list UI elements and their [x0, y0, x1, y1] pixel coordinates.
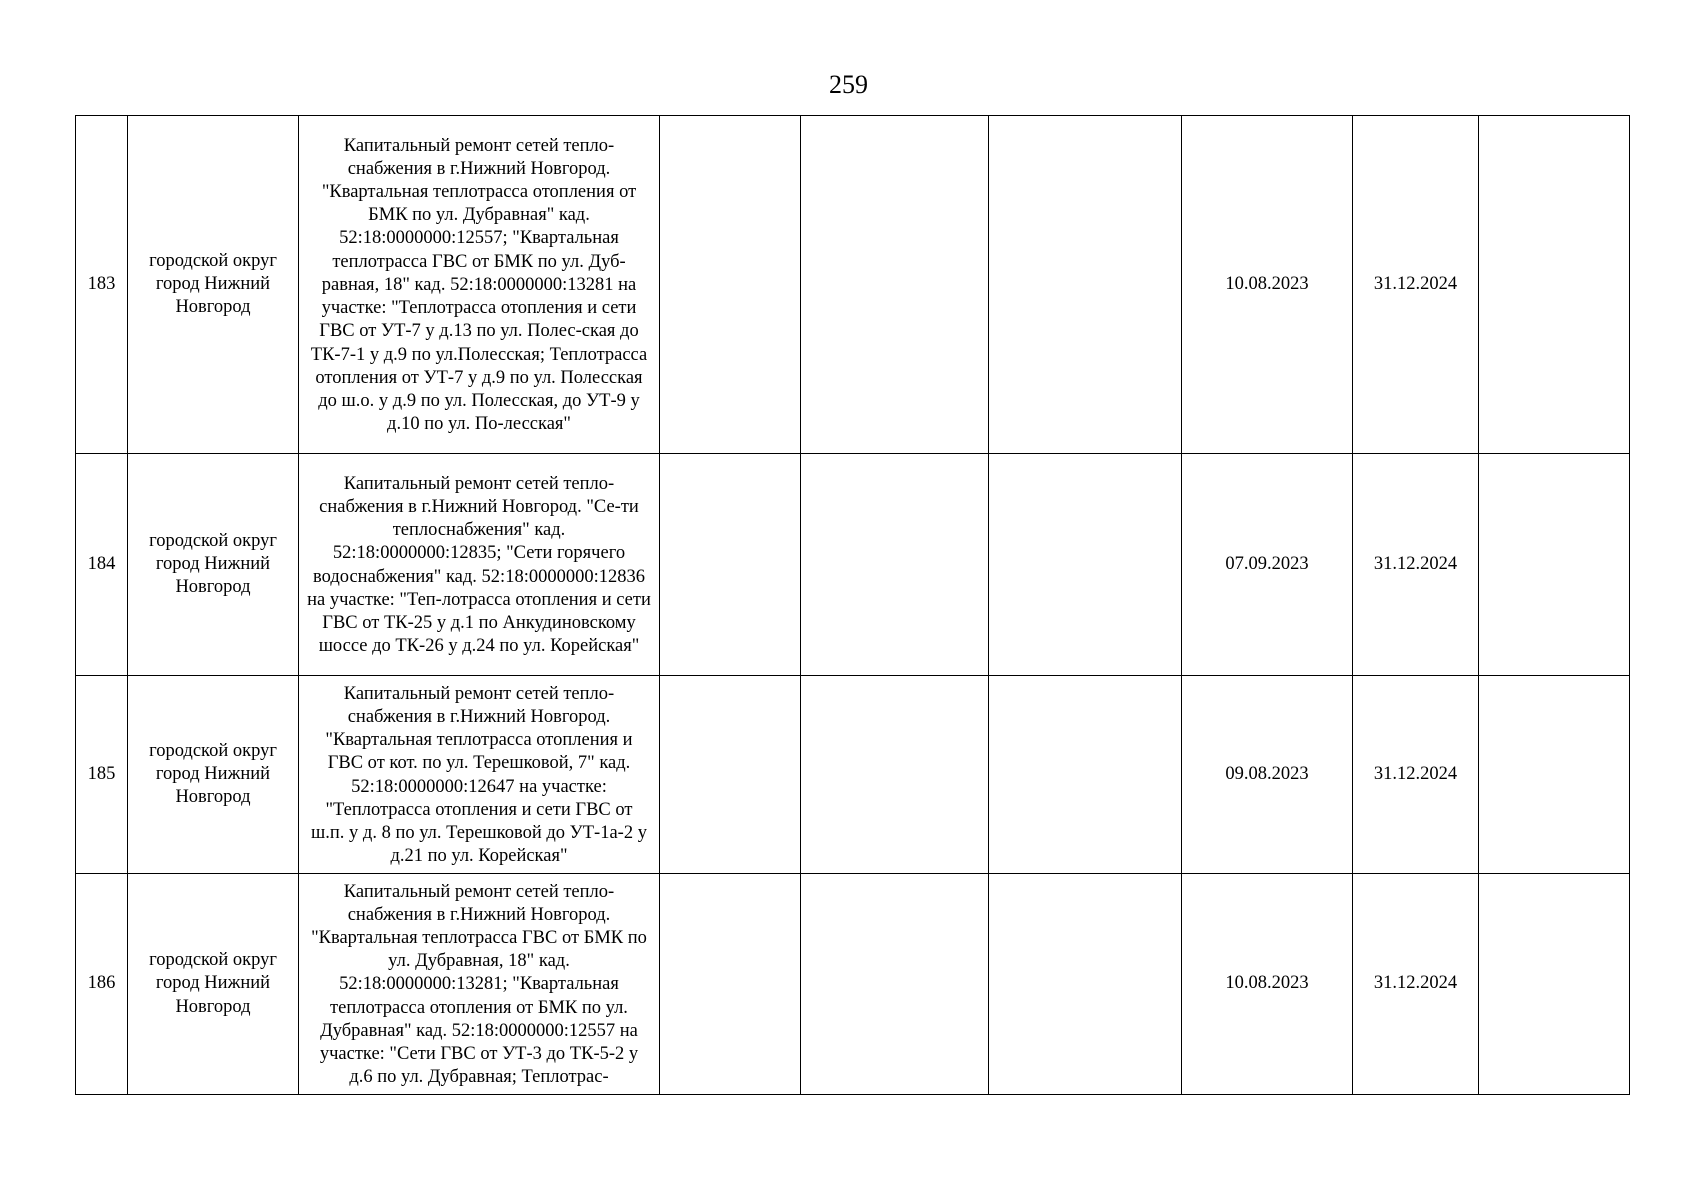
start-date-cell: 07.09.2023: [1182, 454, 1353, 676]
page-number: 259: [829, 70, 868, 99]
municipality-cell: городской округ город Нижний Новгород: [128, 454, 299, 676]
table-row: [76, 454, 1630, 676]
description-cell: Капитальный ремонт сетей тепло-снабжения в г.Нижний Новгород. "Квартальная теплотрасса отопления от БМК по ул. Дубравная" кад. 52:18:0000000:12557; "Квартальная теплотрасса ГВС от БМК по ул. Дуб-равная, 18" кад. 52:18:0000000:13281 на участке: "Теплотрасса отопления и сети ГВС от УТ-7 у д.13 по ул. Полес-ская до ТК-7-1 у д.9 по ул.Полесская; Теплотрасса отопления от УТ-7 у д.9 по ул. Полесская до ш.о. у д.9 по ул. Полесская, до УТ-9 у д.10 по ул. По-лесская": [299, 116, 660, 454]
start-date-cell: 10.08.2023: [1182, 874, 1353, 1095]
empty-cell: [989, 116, 1182, 454]
table-row: [76, 676, 1630, 874]
row-number: 186: [76, 874, 128, 1095]
empty-cell: [1479, 116, 1630, 454]
document-table: [75, 115, 1630, 1095]
row-number: 183: [76, 116, 128, 454]
row-number: 185: [76, 676, 128, 874]
description-cell: Капитальный ремонт сетей тепло-снабжения в г.Нижний Новгород. "Квартальная теплотрасса отопления и ГВС от кот. по ул. Терешковой, 7" кад. 52:18:0000000:12647 на участке: "Теплотрасса отопления и сети ГВС от ш.п. у д. 8 по ул. Терешковой до УТ-1а-2 у д.21 по ул. Корейская": [299, 676, 660, 874]
empty-cell: [989, 454, 1182, 676]
municipality-cell: городской округ город Нижний Новгород: [128, 116, 299, 454]
empty-cell: [801, 454, 989, 676]
empty-cell: [660, 454, 801, 676]
empty-cell: [989, 676, 1182, 874]
empty-cell: [801, 874, 989, 1095]
description-cell: Капитальный ремонт сетей тепло-снабжения в г.Нижний Новгород. "Се-ти теплоснабжения" кад. 52:18:0000000:12835; "Сети горячего водоснабжения" кад. 52:18:0000000:12836 на участке: "Теп-лотрасса отопления и сети ГВС от ТК-25 у д.1 по Анкудиновскому шоссе до ТК-26 у д.24 по ул. Корейская": [299, 454, 660, 676]
municipality-cell: городской округ город Нижний Новгород: [128, 676, 299, 874]
end-date-cell: 31.12.2024: [1353, 676, 1479, 874]
table-row: [76, 874, 1630, 1095]
table-row: [76, 116, 1630, 454]
empty-cell: [1479, 454, 1630, 676]
end-date-cell: 31.12.2024: [1353, 454, 1479, 676]
empty-cell: [660, 116, 801, 454]
empty-cell: [660, 676, 801, 874]
end-date-cell: 31.12.2024: [1353, 874, 1479, 1095]
start-date-cell: 10.08.2023: [1182, 116, 1353, 454]
empty-cell: [989, 874, 1182, 1095]
empty-cell: [1479, 676, 1630, 874]
empty-cell: [801, 676, 989, 874]
row-number: 184: [76, 454, 128, 676]
empty-cell: [801, 116, 989, 454]
empty-cell: [1479, 874, 1630, 1095]
description-cell: Капитальный ремонт сетей тепло-снабжения в г.Нижний Новгород. "Квартальная теплотрасса ГВС от БМК по ул. Дубравная, 18" кад. 52:18:0000000:13281; "Квартальная теплотрасса отопления от БМК по ул. Дубравная" кад. 52:18:0000000:12557 на участке: "Сети ГВС от УТ-3 до ТК-5-2 у д.6 по ул. Дубравная; Теплотрас-: [299, 874, 660, 1095]
municipality-cell: городской округ город Нижний Новгород: [128, 874, 299, 1095]
end-date-cell: 31.12.2024: [1353, 116, 1479, 454]
start-date-cell: 09.08.2023: [1182, 676, 1353, 874]
empty-cell: [660, 874, 801, 1095]
